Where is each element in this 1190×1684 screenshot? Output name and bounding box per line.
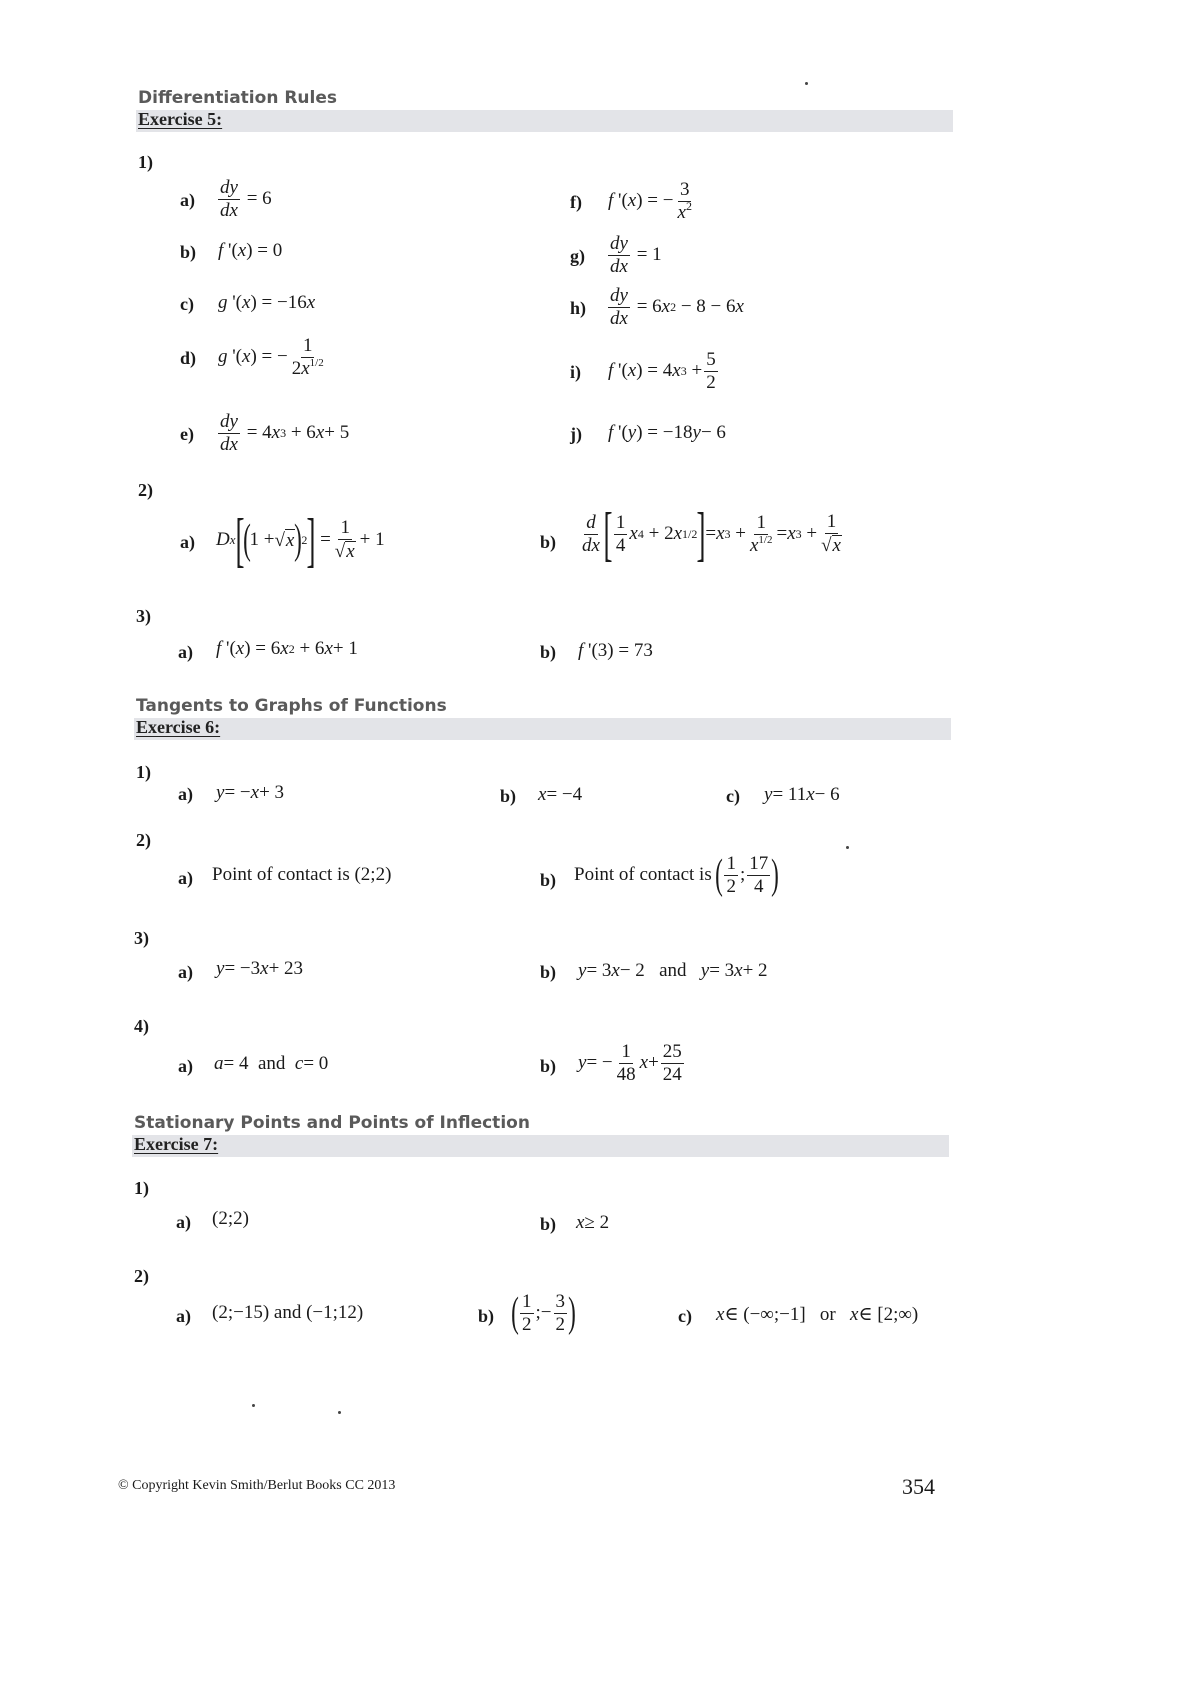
answer-6-2a: Point of contact is (2;2) [212, 864, 392, 885]
answer-6-1c: y = 11 x − 6 [764, 784, 840, 805]
question-number: 4) [134, 1016, 149, 1036]
part-label: c) [678, 1306, 692, 1326]
scan-speck [252, 1404, 255, 1407]
answer-5-1d: g '( x ) = − 1 $2x^{1/2}$ [218, 335, 324, 379]
answer-7-2b: ( 1 2 ;− 3 2 ) [511, 1290, 576, 1337]
part-label: g) [570, 246, 585, 266]
part-label: j) [570, 424, 582, 444]
part-label: b) [478, 1306, 495, 1326]
part-label: a) [178, 1056, 193, 1076]
answer-5-1a: dy dx = 6 [220, 177, 272, 221]
question-number: 2) [134, 1266, 149, 1286]
answer-6-3a: y = −3 x + 23 [216, 958, 304, 979]
answer-5-2a: D x [ ( 1 + √ x ) 2 ] = 1 √ x + 1 [216, 507, 385, 573]
answer-6-1b: x = −4 [538, 784, 583, 805]
part-label: b) [540, 1214, 557, 1234]
part-label: i) [570, 362, 581, 382]
answer-5-1g: dy dx = 1 [610, 233, 662, 277]
poc-text: Point of contact is [574, 864, 712, 886]
question-number: 1) [138, 152, 153, 172]
part-label: b) [540, 642, 557, 662]
part-label: f) [570, 192, 582, 212]
question-number: 2) [138, 480, 153, 500]
part-label: a) [178, 784, 193, 804]
part-label: b) [540, 962, 557, 982]
part-label: a) [178, 962, 193, 982]
page-number: 354 [902, 1474, 935, 1499]
answer-5-1i: f '( x ) = 4 x 3 + 5 2 [608, 349, 716, 393]
part-label: b) [540, 870, 557, 890]
answer-5-1e: dy dx = 4 x 3 + 6 x + 5 [220, 411, 350, 455]
part-label: b) [180, 242, 197, 262]
part-label: b) [540, 532, 557, 552]
part-label: c) [726, 786, 740, 806]
part-label: a) [180, 532, 195, 552]
exercise-5-title: Exercise 5: [138, 109, 223, 129]
scan-speck [805, 82, 808, 85]
part-label: c) [180, 294, 194, 314]
part-label: h) [570, 298, 587, 318]
answer-6-3b: y = 3 x − 2 and y = 3 x + 2 [578, 960, 768, 981]
exercise-5-bar [136, 110, 953, 132]
exercise-6-bar [134, 718, 951, 740]
answer-6-4b: y = − 1 48 x + 25 24 [578, 1041, 682, 1085]
section-title-differentiation-rules: Differentiation Rules [138, 88, 338, 108]
copyright-footer: © Copyright Kevin Smith/Berlut Books CC 2013 [118, 1478, 396, 1493]
and-text: and [257, 1053, 286, 1074]
answer-6-4a: a = 4 and c = 0 [214, 1053, 329, 1074]
section-title-tangents: Tangents to Graphs of Functions [136, 696, 447, 716]
question-number: 1) [136, 762, 151, 782]
answer-7-1b: x ≥ 2 [576, 1212, 610, 1233]
exercise-6-title: Exercise 6: [136, 717, 221, 737]
or-text: or [819, 1303, 836, 1325]
and-text: and [659, 960, 687, 981]
question-number: 3) [136, 606, 151, 626]
answer-5-2b: d dx [ 1 4 x 4 + 2 x 1/2 ] = x 3 + 1 $x^{1/2}$ = x 3 + 1 √ x [582, 501, 841, 567]
answer-6-2b: Point of contact is ( 1 2 ; 17 4 ) [574, 852, 780, 899]
exercise-7-bar [132, 1135, 949, 1157]
part-label: a) [180, 190, 195, 210]
scan-speck [846, 846, 849, 849]
answer-7-2a: (2;−15) and (−1;12) [212, 1302, 364, 1323]
part-label: e) [180, 424, 194, 444]
answer-7-1a: (2;2) [212, 1208, 249, 1229]
answer-6-1a: y = − x + 3 [216, 782, 285, 803]
part-label: b) [540, 1056, 557, 1076]
answer-5-3b: f '(3) = 73 [578, 640, 653, 661]
part-label: d) [180, 348, 197, 368]
answer-5-1j: f '( y ) = −18 y − 6 [608, 422, 726, 443]
answer-5-1c: g '( x ) = −16 x [218, 292, 316, 313]
and-text: and [273, 1302, 302, 1323]
part-label: a) [178, 642, 193, 662]
part-label: b) [500, 786, 517, 806]
answer-7-2c: x ∈ (−∞;−1] or x ∈ [2;∞) [716, 1303, 919, 1325]
answer-5-3a: f '( x ) = 6 x 2 + 6 x + 1 [216, 638, 358, 659]
question-number: 2) [136, 830, 151, 850]
question-number: 1) [134, 1178, 149, 1198]
part-label: a) [178, 868, 193, 888]
section-title-stationary-points: Stationary Points and Points of Inflection [134, 1113, 530, 1133]
answer-5-1h: dy dx = 6 x 2 − 8 − 6 x [610, 285, 744, 329]
part-label: a) [176, 1212, 191, 1232]
question-number: 3) [134, 928, 149, 948]
answer-5-1f: f '( x ) = − 3 $x^2$ [608, 179, 692, 223]
exercise-7-title: Exercise 7: [134, 1134, 219, 1154]
scan-speck [338, 1411, 341, 1414]
part-label: a) [176, 1306, 191, 1326]
poc-text: Point of contact is [212, 864, 350, 885]
answer-5-1b: f '( x ) = 0 [218, 240, 283, 261]
